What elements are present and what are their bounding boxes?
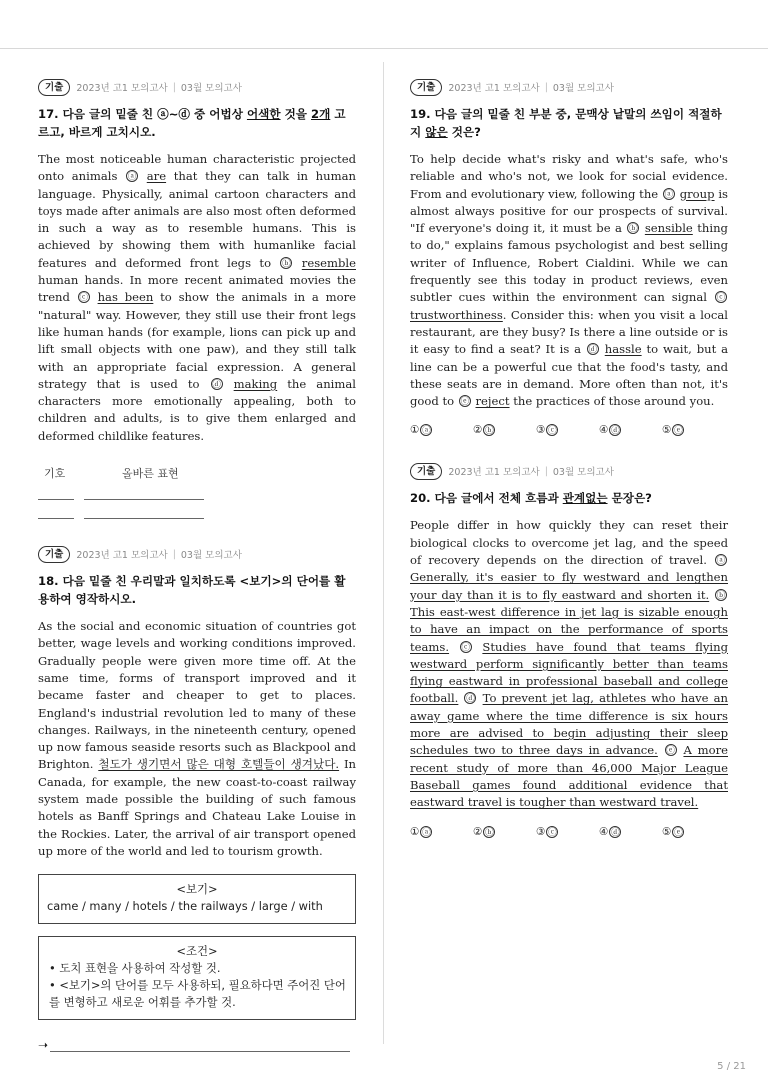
passage-text: human hands. In more recent animated movies the trend [38,273,356,305]
answer-row[interactable] [38,489,356,500]
source-year: 2023년 고1 모의고사 [76,83,168,94]
underlined-e: reject [475,394,510,409]
title-text: 19. 다음 글의 밑줄 친 부분 중, 문맥상 낱말의 쓰임이 적절하지 [410,107,722,139]
source-month: 03월 모의고사 [180,83,242,94]
marker-b: ⓑ [629,224,638,235]
choice-2[interactable] [473,424,536,436]
right-column [410,78,728,838]
tag-separator: | [172,548,176,560]
choice-mark: ⓑ [485,426,494,437]
choice-5[interactable] [662,424,725,436]
page-number: 5 / 21 [717,1061,746,1072]
answer-blank-expression[interactable] [84,489,204,500]
choice-4[interactable] [599,424,662,436]
passage-text: is almost always positive for our prospects of survival. "If everyone's doing it, it must be a [410,186,728,236]
source-year: 2023년 고1 모의고사 [448,467,540,479]
title-emphasis: 어색한 [246,107,281,121]
answer-choices [410,826,728,838]
answer-line[interactable] [38,1038,356,1052]
question-17 [38,78,356,519]
bogi-title: <보기> [176,882,218,897]
source-year: 2023년 고1 모의고사 [448,83,540,94]
underlined-c: has been [97,290,154,305]
marker-b: ⓑ [716,590,726,601]
question-title [410,105,728,141]
title-text: 것은? [447,125,481,139]
passage [38,151,356,445]
passage-text: As the social and economic situation of countries got better, wage levels and working conditions improved. Gradually people were given more time off. At the same time, forms of transport improved and it became faster and cheaper to get to places. England's industrial revolution led to many of these changes. Railways, in the nineteenth century, opened up now famous seaside resorts such as Blackpool and Brighton. [38,619,356,772]
answer-choices [410,424,728,436]
passage-text: The most noticeable human characteristic projected onto animals [38,152,356,184]
source-month: 03월 모의고사 [180,550,242,562]
underlined-a: are [146,169,167,184]
choice-mark: ⓓ [611,827,620,838]
question-19 [410,78,728,436]
marker-d: ⓓ [212,379,221,390]
condition-item: • 도치 표현을 사용하여 작성할 것. [49,961,221,976]
choice-number: ② [473,825,483,838]
marker-a: ⓐ [716,556,726,567]
choice-number: ⑤ [662,424,672,437]
col-correct-expression: 올바른 표현 [122,467,179,481]
source-badge: 기출 [410,79,442,96]
title-emphasis: 관계없는 [562,491,608,506]
choice-number: ① [410,825,420,838]
source-tag [410,78,728,96]
choice-2[interactable] [473,826,536,838]
choice-1[interactable] [410,826,473,838]
passage-text: . Consider this: when you visit a local restaurant, are they busy? Is there a line outside or is it easy to find a seat? It is a [410,307,728,357]
passage-text: to wait, but a line can be a powerful cue that the food's tasty, and these seats are in demand. More often than not, it's good to [410,342,729,409]
passage-text: People differ in how quickly they can reset their biological clocks to overcome jet lag, and the speed of recovery depends on the direction of travel. [410,518,728,568]
bogi-box [38,874,356,924]
choice-mark: ⓐ [422,426,431,437]
condition-title: <조건> [176,944,218,959]
choice-mark: ⓓ [611,426,620,437]
underlined-c: trustworthiness [410,307,503,322]
marker-d: ⓓ [466,694,475,705]
title-text: 것을 [280,107,312,121]
passage-text: the practices of those around you. [509,394,715,409]
answer-blank-symbol[interactable] [38,508,74,519]
arrow-icon: ➝ [38,1038,49,1053]
choice-mark: ⓒ [548,827,557,838]
tag-separator: | [172,81,176,93]
source-month: 03월 모의고사 [552,467,614,479]
underlined-e: A more recent study of more than 46,000 Major League Baseball games found additional evidence that eastward travel is tougher than westward travel. [410,743,728,810]
condition-item: • <보기>의 단어를 모두 사용하되, 필요하다면 주어진 단어를 변형하고 새로운 어휘를 추가할 것. [49,978,346,1010]
question-title: 18. 다음 밑줄 친 우리말과 일치하도록 <보기>의 단어를 활용하여 영작하시오. [38,574,346,607]
choice-5[interactable] [662,826,725,838]
question-20 [410,462,728,837]
choice-number: ⑤ [662,825,672,838]
underlined-d: To prevent jet lag, athletes who have an away game where the time difference is six hours more are advised to begin adjusting their sleep schedules two to three days in advance. [410,691,729,758]
source-badge: 기출 [410,463,442,480]
question-18 [38,545,356,1052]
answer-blank-expression[interactable] [84,508,204,519]
answer-blank[interactable] [50,1043,350,1052]
answer-table-header [38,465,356,481]
marker-a: ⓐ [127,172,137,183]
passage-text: To help decide what's risky and what's safe, who's reliable and who's not, we look for social evidence. From and evolutionary view, following the [410,152,728,201]
marker-c: ⓒ [79,293,89,304]
source-tag [410,462,728,480]
passage [38,618,356,860]
choice-4[interactable] [599,826,662,838]
title-text: 문장은? [607,491,652,506]
source-tag [38,545,356,563]
choice-1[interactable] [410,424,473,436]
title-emphasis: 2개 [311,107,331,121]
choice-3[interactable] [536,424,599,436]
source-badge: 기출 [38,546,70,563]
tag-separator: | [544,465,548,477]
title-text: 고르고, 바르게 고치시오. [38,107,346,139]
left-column [38,78,356,1052]
tag-separator: | [544,81,548,93]
marker-c: ⓒ [716,293,726,304]
underlined-d: making [233,376,278,391]
answer-row[interactable] [38,508,356,519]
underlined-b: sensible [644,221,693,236]
choice-number: ③ [536,825,546,838]
title-text: 20. 다음 글에서 전체 흐름과 [410,491,563,506]
marker-b: ⓑ [282,258,291,269]
col-symbol: 기호 [44,467,66,481]
underlined-korean: 철도가 생기면서 많은 대형 호텔들이 생겨났다. [98,757,340,772]
passage-text: to show the animals in a more "natural" way. However, they still use their front legs like human hands (for example, lions can pick up and lift small objects with one paw), and they still talk with an appropriate facial expression. A general strategy that is used to [38,290,357,391]
question-title [38,105,356,141]
choice-number: ④ [599,825,609,838]
title-text: 17. 다음 글의 밑줄 친 ⓐ~ⓓ 중 어법상 [38,107,247,121]
choice-mark: ⓐ [422,827,431,838]
marker-d: ⓓ [588,345,598,356]
choice-number: ① [410,424,420,437]
source-tag [38,78,356,96]
passage-text: the animal characters more emotionally appealing, both to children and adults, is to give them enlarged and deformed childlike features. [38,376,357,443]
underlined-b: This east-west difference in jet lag is sizable enough to have an impact on the performance of sports teams. [410,604,728,654]
underlined-a: Generally, it's easier to fly westward and lengthen your day than it is to fly eastward and shorten it. [410,570,728,602]
marker-e: ⓔ [460,397,470,408]
header-rule [0,48,768,49]
choice-number: ④ [599,424,609,437]
question-title [410,489,728,507]
choice-mark: ⓑ [485,827,494,838]
source-year: 2023년 고1 모의고사 [76,550,168,562]
choice-mark: ⓔ [674,827,683,838]
source-month: 03월 모의고사 [552,83,614,94]
underlined-a: group [679,186,715,201]
underlined-c: Studies have found that teams flying westward perform significantly better than teams flying eastward in professional baseball and college football. [410,639,728,706]
passage [410,517,728,811]
marker-c: ⓒ [461,642,470,653]
choice-number: ③ [536,424,546,437]
column-divider [383,62,384,1044]
title-emphasis: 않은 [425,125,448,139]
answer-table [38,465,356,519]
passage-text: that they can talk in human language. Physically, animal cartoon characters and toys made after animals are also most often deformed in such a way as to resemble humans. This is achieved by showing them with humanlike facial features and deformed front legs to [38,169,356,270]
choice-mark: ⓒ [548,426,557,437]
source-badge: 기출 [38,79,70,96]
passage [410,151,728,410]
bogi-words: came / many / hotels / the railways / large / with [47,899,323,914]
passage-text: In Canada, for example, the new coast-to-coast railway system made possible the building of such famous hotels as Banff Springs and Chateau Lake Louise in the Rockies. Later, the arrival of air transport opened up more of the world and led to tourism growth. [38,757,356,858]
choice-3[interactable] [536,826,599,838]
condition-box [38,936,356,1020]
underlined-b: resemble [301,255,356,270]
answer-blank-symbol[interactable] [38,489,74,500]
underlined-d: hassle [604,342,642,357]
choice-mark: ⓔ [674,426,683,437]
marker-e: ⓔ [666,746,675,757]
passage-text: thing to do," explains famous psychologist and best selling writer of Influence, Robert Cialdini. While we can frequently see this today in product reviews, even subtler cues within the environment can signal [410,221,728,305]
choice-number: ② [473,424,483,437]
marker-a: ⓐ [664,189,674,200]
